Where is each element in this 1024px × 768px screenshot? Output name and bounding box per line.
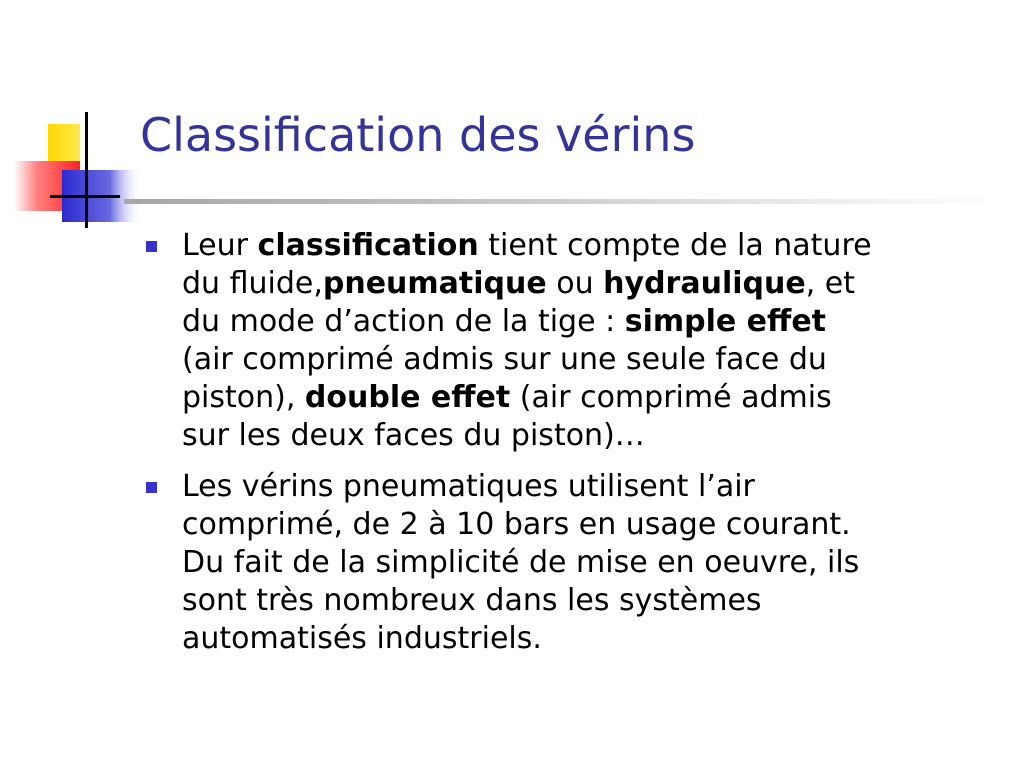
logo-yellow-square xyxy=(48,124,80,162)
bullet-square-icon xyxy=(146,241,157,252)
logo-vertical-line xyxy=(85,112,88,228)
bullet-item xyxy=(140,468,1000,658)
text-run: (air comprimé admis xyxy=(510,380,832,415)
logo-horizontal-line xyxy=(50,195,120,198)
bullet-text-line xyxy=(182,417,1000,455)
text-run: (air comprimé admis sur une seule face du xyxy=(182,342,827,377)
text-run: du mode d’action de la tige : xyxy=(182,304,625,339)
bullet-text-line xyxy=(182,468,1000,506)
text-run: sur les deux faces du piston)… xyxy=(182,418,645,453)
bullet-item xyxy=(140,227,1000,455)
text-run: tient compte de la nature xyxy=(478,228,872,263)
bullet-text-line xyxy=(182,341,1000,379)
text-run: ou xyxy=(546,266,604,301)
bold-term: pneumatique xyxy=(322,266,547,301)
bold-term: hydraulique xyxy=(603,266,806,301)
text-run: automatisés industriels. xyxy=(182,621,542,656)
title-underline-rule xyxy=(124,199,1004,204)
text-run: , et xyxy=(805,266,855,301)
slide-title: Classification des vérins xyxy=(140,108,696,162)
text-run: du fluide, xyxy=(182,266,323,301)
bullet-text-line xyxy=(182,544,1000,582)
bullet-text-line xyxy=(182,582,1000,620)
bullet-list xyxy=(140,227,1000,671)
bullet-text-line xyxy=(182,227,1000,265)
text-run: Leur xyxy=(182,228,258,263)
text-run: piston), xyxy=(182,380,305,415)
bold-term: classification xyxy=(257,228,479,263)
bullet-text-line xyxy=(182,506,1000,544)
bold-term: simple effet xyxy=(624,304,827,339)
bullet-text-line xyxy=(182,265,1000,303)
bold-term: double effet xyxy=(304,380,511,415)
bullet-text-line xyxy=(182,379,1000,417)
decorative-square-logo xyxy=(0,0,160,240)
text-run: Du fait de la simplicité de mise en oeuvre, ils xyxy=(182,545,860,580)
text-run: sont très nombreux dans les systèmes xyxy=(182,583,762,618)
text-run: Les vérins pneumatiques utilisent l’air xyxy=(182,469,755,504)
bullet-square-icon xyxy=(146,482,157,493)
bullet-text-line xyxy=(182,620,1000,658)
text-run: comprimé, de 2 à 10 bars en usage courant. xyxy=(182,507,851,542)
bullet-text-line xyxy=(182,303,1000,341)
